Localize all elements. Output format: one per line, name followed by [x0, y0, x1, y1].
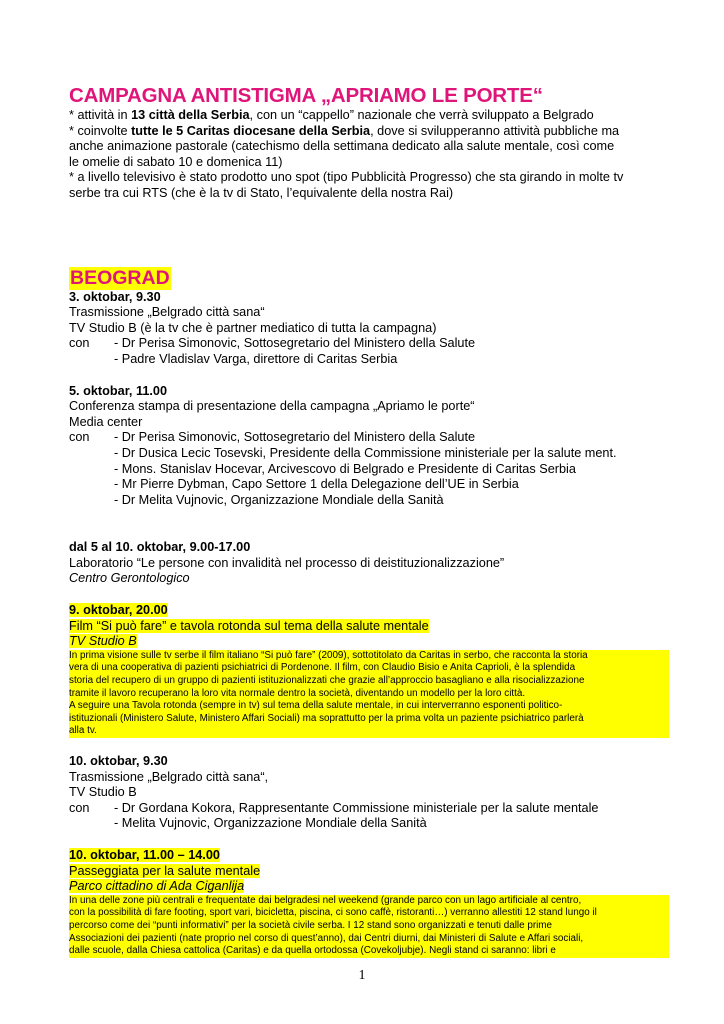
event-1: [69, 290, 669, 368]
event-date: 10. oktobar, 11.00 – 14.00: [69, 847, 220, 862]
event-venue: TV Studio B (è la tv che è partner mediatico di tutta la campagna): [69, 320, 437, 335]
event-description: [69, 895, 669, 958]
event-date: 3. oktobar, 9.30: [69, 289, 161, 304]
event-title: Trasmissione „Belgrado città sana“,: [69, 769, 269, 784]
event-date: dal 5 al 10. oktobar, 9.00-17.00: [69, 540, 251, 555]
participant-row: [69, 446, 669, 462]
page-title: CAMPAGNA ANTISTIGMA „APRIAMO LE PORTE“: [69, 84, 543, 107]
event-4: [69, 603, 669, 738]
intro-line: anche animazione pastorale (catechismo della settimana dedicato alla salute mentale, così come: [69, 139, 615, 154]
description-line: dalle scuole, dalla Chiesa cattolica (Caritas) e da quella ortodossa (Covekoljubje). Negli stand ci saranno: libri e: [69, 945, 556, 957]
con-label: con: [69, 336, 90, 351]
intro-line: * a livello televisivo è stato prodotto uno spot (tipo Pubblicità Progresso) che sta girando in molte tv: [69, 170, 624, 185]
description-line: storia del recupero di un gruppo di pazienti istituzionalizzati che grazie all’approccio basagliano e alla risocializzazione: [69, 675, 585, 687]
participant: - Dr Perisa Simonovic, Sottosegretario del Ministero della Salute: [114, 336, 476, 351]
participant: - Dr Perisa Simonovic, Sottosegretario del Ministero della Salute: [114, 430, 476, 445]
description-line: alla tv.: [69, 725, 97, 737]
event-3: [69, 540, 669, 587]
participant: - Mons. Stanislav Hocevar, Arcivescovo di Belgrado e Presidente di Caritas Serbia: [114, 461, 576, 476]
intro-line: [69, 108, 669, 124]
event-title: Film “Si può fare” e tavola rotonda sul tema della salute mentale: [69, 618, 429, 633]
participant-row: [69, 477, 669, 493]
event-venue: Centro Gerontologico: [69, 571, 190, 586]
intro-text: * coinvolte: [69, 123, 132, 138]
event-venue: Media center: [69, 414, 143, 429]
event-venue: TV Studio B: [69, 785, 137, 800]
con-label: con: [69, 430, 90, 445]
page-number: 1: [358, 968, 366, 983]
intro-bold: 13 città della Serbia: [131, 108, 250, 122]
participant: - Dr Melita Vujnovic, Organizzazione Mondiale della Sanità: [114, 492, 444, 507]
event-5: [69, 754, 669, 832]
event-venue: TV Studio B: [69, 634, 137, 649]
participant: - Mr Pierre Dybman, Capo Settore 1 della Delegazione dell’UE in Serbia: [114, 477, 519, 492]
participant-row: [69, 430, 669, 446]
description-line: vera di una cooperativa di pazienti psichiatrici di Pordenone. Il film, con Claudio Bisio e Anita Caprioli, è la splendida: [69, 662, 576, 674]
con-label: con: [69, 800, 90, 815]
intro-block: [69, 108, 669, 202]
participant: - Dr Gordana Kokora, Rappresentante Commissione ministeriale per la salute mentale: [114, 800, 599, 815]
intro-text: , dove si svilupperanno attività pubbliche ma: [370, 123, 620, 138]
participant-row: [69, 336, 669, 352]
event-title: Passeggiata per la salute mentale: [69, 863, 261, 878]
participant-row: [69, 462, 669, 478]
description-line: istituzionali (Ministero Salute, Ministero Affari Sociali) ma soprattutto per la prima volta un paziente psichiatrico parlerà: [69, 712, 584, 724]
participant: - Dr Dusica Lecic Tosevski, Presidente della Commissione ministeriale per la salute ment.: [114, 445, 617, 460]
event-date: 9. oktobar, 20.00: [69, 603, 168, 618]
participant: - Padre Vladislav Varga, direttore di Caritas Serbia: [114, 351, 398, 366]
event-2: [69, 384, 669, 509]
event-title: Laboratorio “Le persone con invalidità nel processo di deistituzionalizzazione”: [69, 555, 505, 570]
description-line: percorso come dei “punti informativi” per la società civile serba. I 12 stand sono organizzati e tenuti dalle prime: [69, 919, 553, 931]
participant: - Melita Vujnovic, Organizzazione Mondiale della Sanità: [114, 816, 427, 831]
description-line: In prima visione sulle tv serbe il film italiano “Si può fare” (2009), sottotitolato da Caritas in serbo, che racconta la storia: [69, 649, 588, 661]
event-date: 5. oktobar, 11.00: [69, 383, 168, 398]
description-line: tramite il lavoro recuperano la loro vita normale dentro la società, diventando un modello per la loro città.: [69, 687, 526, 699]
event-title: Conferenza stampa di presentazione della campagna „Apriamo le porte“: [69, 399, 475, 414]
participant-row: [69, 801, 669, 817]
participant-row: [69, 816, 669, 832]
intro-text: * attività in: [69, 108, 132, 122]
description-line: A seguire una Tavola rotonda (sempre in tv) sul tema della salute mentale, in cui interverranno esponenti politico-: [69, 700, 563, 712]
intro-text: , con un “cappello” nazionale che verrà sviluppato a Belgrado: [249, 108, 594, 122]
participant-row: [69, 352, 669, 368]
description-line: Associazioni dei pazienti (nate proprio nel corso di quest’anno), dai Centri diurni, dai Ministeri di Salute e Affari sociali,: [69, 932, 584, 944]
event-title: Trasmissione „Belgrado città sana“: [69, 305, 265, 320]
description-line: In una delle zone più centrali e frequentate dai belgradesi nel weekend (grande parco con un lago artificiale al centro,: [69, 894, 582, 906]
document-page: [69, 84, 669, 958]
event-date: 10. oktobar, 9.30: [69, 754, 168, 768]
intro-bold: tutte le 5 Caritas diocesane della Serbia: [131, 123, 371, 138]
intro-line: [69, 124, 669, 140]
event-6: [69, 848, 669, 958]
event-description: [69, 650, 669, 738]
intro-line: serbe tra cui RTS (che è la tv di Stato, l’equivalente della nostra Rai): [69, 185, 454, 200]
event-venue: Parco cittadino di Ada Ciganlija: [69, 879, 245, 894]
description-line: con la possibilità di fare footing, sport vari, bicicletta, piscina, ci sono caffè, ristoranti…) verranno allestiti 12 stand lungo il: [69, 907, 597, 919]
intro-line: le omelie di sabato 10 e domenica 11): [69, 154, 283, 169]
participant-row: [69, 493, 669, 509]
city-heading: BEOGRAD: [70, 266, 170, 289]
